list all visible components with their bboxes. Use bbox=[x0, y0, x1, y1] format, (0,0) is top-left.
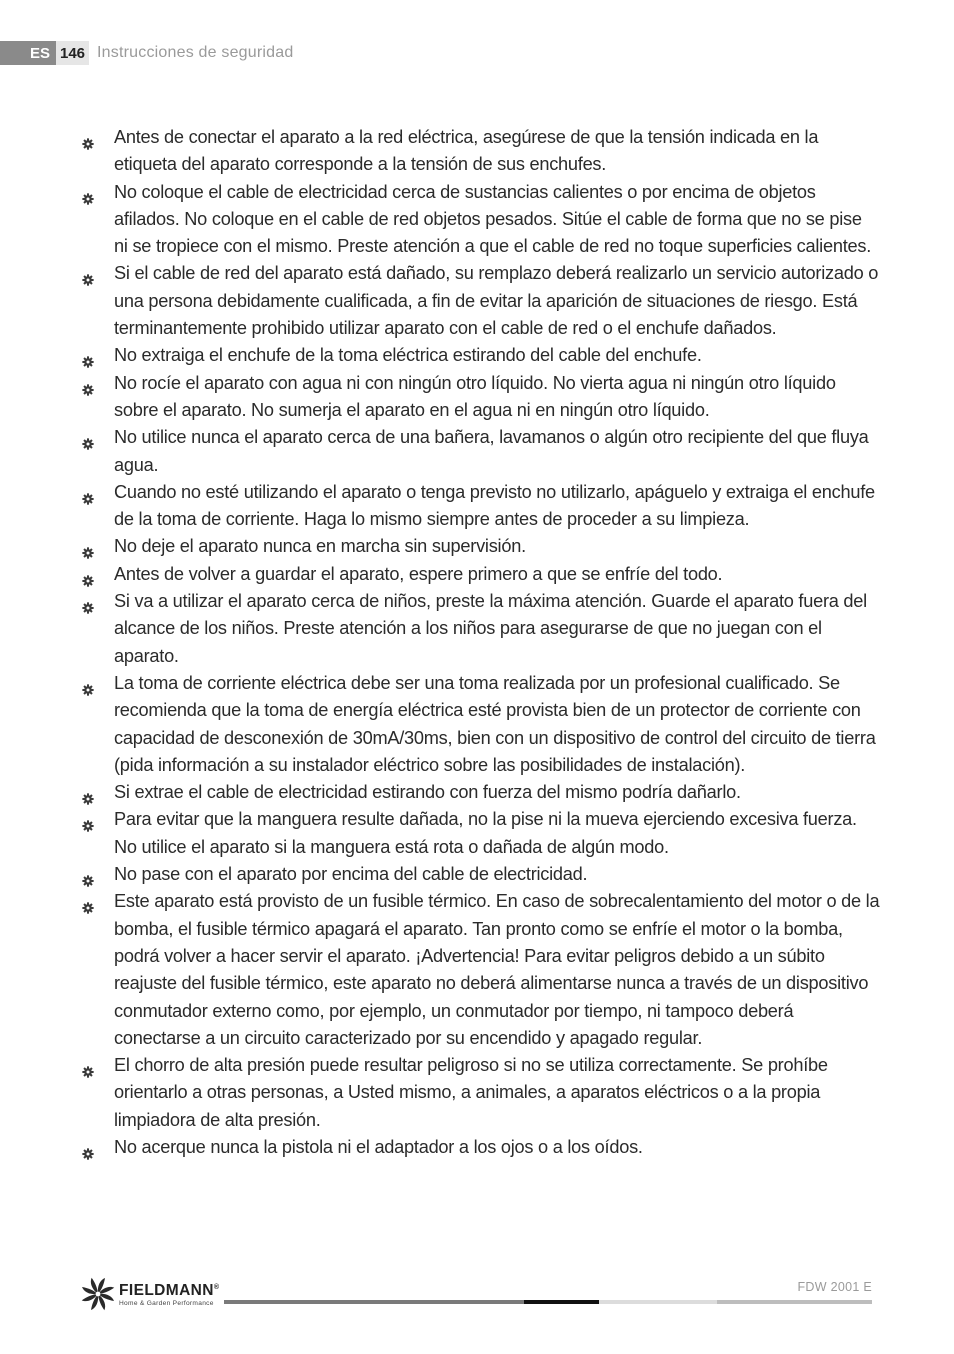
gear-bullet-icon bbox=[82, 377, 94, 389]
bullet-text: No extraiga el enchufe de la toma eléctrica estirando del cable del enchufe. bbox=[114, 345, 702, 366]
gear-bullet-icon bbox=[82, 813, 94, 825]
fieldmann-fan-logo-icon bbox=[80, 1276, 116, 1312]
brand-tagline: Home & Garden Performance bbox=[119, 1300, 214, 1308]
bullet-item bbox=[80, 479, 880, 534]
bullet-text: No rocíe el aparato con agua ni con ningún otro líquido. No vierta agua ni ningún otro líquido sobre el aparato. No sumerja el aparato en el agua ni en ningún otro líquido. bbox=[114, 372, 836, 420]
footer-rule-mid bbox=[717, 1300, 872, 1304]
bullet-text: No pase con el aparato por encima del cable de electricidad. bbox=[114, 864, 588, 885]
bullet-text: No coloque el cable de electricidad cerca de sustancias calientes o por encima de objetos afilados. No coloque en el cable de red objetos pesados. Sitúe el cable de forma que no se pise ni se tropiece con el mismo. Preste atención a que el cable de red no toque superficies calientes. bbox=[114, 181, 872, 257]
bullet-item bbox=[80, 424, 880, 479]
brand-logo bbox=[80, 1276, 219, 1312]
trademark-symbol: ® bbox=[213, 1283, 220, 1291]
brand-name: FIELDMANN® bbox=[119, 1282, 220, 1300]
bullet-item bbox=[80, 533, 880, 560]
bullet-text: No acerque nunca la pistola ni el adaptador a los ojos o a los oídos. bbox=[114, 1136, 643, 1157]
bullet-text: No utilice nunca el aparato cerca de una bañera, lavamanos o algún otro recipiente del que fluya agua. bbox=[114, 427, 869, 475]
bullet-item bbox=[80, 561, 880, 588]
bullet-text: Si extrae el cable de electricidad estirando con fuerza del mismo podría dañarlo. bbox=[114, 782, 741, 803]
gear-bullet-icon bbox=[82, 1141, 94, 1153]
gear-bullet-icon bbox=[82, 186, 94, 198]
bullet-item bbox=[80, 1052, 880, 1134]
bullet-text: El chorro de alta presión puede resultar peligroso si no se utiliza correctamente. Se prohíbe orientarlo a otras personas, a Usted mismo, a animales, a aparatos eléctricos o a la propia limpiadora de alta presión. bbox=[114, 1055, 828, 1130]
bullet-text: No deje el aparato nunca en marcha sin supervisión. bbox=[114, 536, 526, 557]
bullet-item bbox=[80, 1134, 880, 1161]
bullet-text: Si el cable de red del aparato está dañado, su remplazo deberá realizarlo un servicio autorizado o una persona debidamente cualificada, a fin de evitar la aparición de situaciones de riesgo. Está terminantemente prohibido utilizar aparato con el cable de red o el enchufe dañados. bbox=[114, 263, 879, 339]
bullet-item bbox=[80, 670, 880, 779]
gear-bullet-icon bbox=[82, 431, 94, 443]
bullet-text: Cuando no esté utilizando el aparato o tenga previsto no utilizarlo, apáguelo y extraiga el enchufe de la toma de corriente. Haga lo mismo siempre antes de proceder a su limpieza. bbox=[114, 481, 875, 530]
bullet-text: Este aparato está provisto de un fusible térmico. En caso de sobrecalentamiento del motor o de la bomba, el fusible térmico apagará el aparato. Tan pronto como se enfríe el motor o la bomba, podrá volver a hacer servir el aparato. ¡Advertencia! Para evitar peligros debido a un súbito reajuste del fusible térmico, este aparato no deberá alimentarse nunca a través de un dispositivo conmutador externo como, por ejemplo, un conmutador por tiempo, ni tampoco deberá conectarse a un circuito caracterizado por su encendido y apagado regular. bbox=[114, 891, 880, 1048]
gear-bullet-icon bbox=[82, 1059, 94, 1071]
gear-bullet-icon bbox=[82, 677, 94, 689]
bullet-item bbox=[80, 779, 880, 806]
bullet-text: Antes de volver a guardar el aparato, espere primero a que se enfríe del todo. bbox=[114, 563, 723, 584]
bullet-text: Si va a utilizar el aparato cerca de niños, preste la máxima atención. Guarde el aparato fuera del alcance de los niños. Preste atención a los niños para asegurarse de que no juegan con el aparato. bbox=[114, 591, 867, 666]
page-header bbox=[0, 41, 293, 65]
section-title: Instrucciones de seguridad bbox=[97, 44, 294, 61]
gear-bullet-icon bbox=[82, 349, 94, 361]
bullet-item bbox=[80, 179, 880, 261]
bullet-text: Para evitar que la manguera resulte dañada, no la pise ni la mueva ejerciendo excesiva fuerza. No utilice el aparato si la manguera está rota o dañada de algún modo. bbox=[114, 809, 857, 857]
safety-bullet-list bbox=[80, 124, 880, 1161]
bullet-item bbox=[80, 124, 880, 179]
page-number: 146 bbox=[56, 41, 89, 65]
gear-bullet-icon bbox=[82, 786, 94, 798]
bullet-item bbox=[80, 370, 880, 425]
bullet-item bbox=[80, 588, 880, 670]
bullet-text: La toma de corriente eléctrica debe ser una toma realizada por un profesional cualificado. Se recomienda que la toma de energía eléctrica esté provista bien de un protector de corriente con capacidad de desconexión de 30mA/30ms, bien con un dispositivo de control del circuito de tierra (pida información a su instalador eléctrico sobre las posibilidades de instalación). bbox=[114, 672, 876, 775]
gear-bullet-icon bbox=[82, 540, 94, 552]
bullet-item bbox=[80, 342, 880, 369]
gear-bullet-icon bbox=[82, 868, 94, 880]
gear-bullet-icon bbox=[82, 568, 94, 580]
bullet-item bbox=[80, 260, 880, 342]
gear-bullet-icon bbox=[82, 267, 94, 279]
footer-rule-dark bbox=[524, 1300, 599, 1304]
gear-bullet-icon bbox=[82, 486, 94, 498]
gear-bullet-icon bbox=[82, 595, 94, 607]
safety-instructions bbox=[80, 124, 880, 1161]
bullet-item bbox=[80, 861, 880, 888]
gear-bullet-icon bbox=[82, 895, 94, 907]
language-tag: ES bbox=[0, 41, 56, 65]
bullet-item bbox=[80, 806, 880, 861]
bullet-item bbox=[80, 888, 880, 1052]
gear-bullet-icon bbox=[82, 131, 94, 143]
model-number: FDW 2001 E bbox=[797, 1280, 872, 1294]
bullet-text: Antes de conectar el aparato a la red eléctrica, asegúrese de que la tensión indicada en la etiqueta del aparato corresponde a la tensión de sus enchufes. bbox=[114, 127, 819, 175]
footer-rule-light bbox=[599, 1300, 717, 1304]
footer-rule-gray bbox=[224, 1300, 524, 1304]
